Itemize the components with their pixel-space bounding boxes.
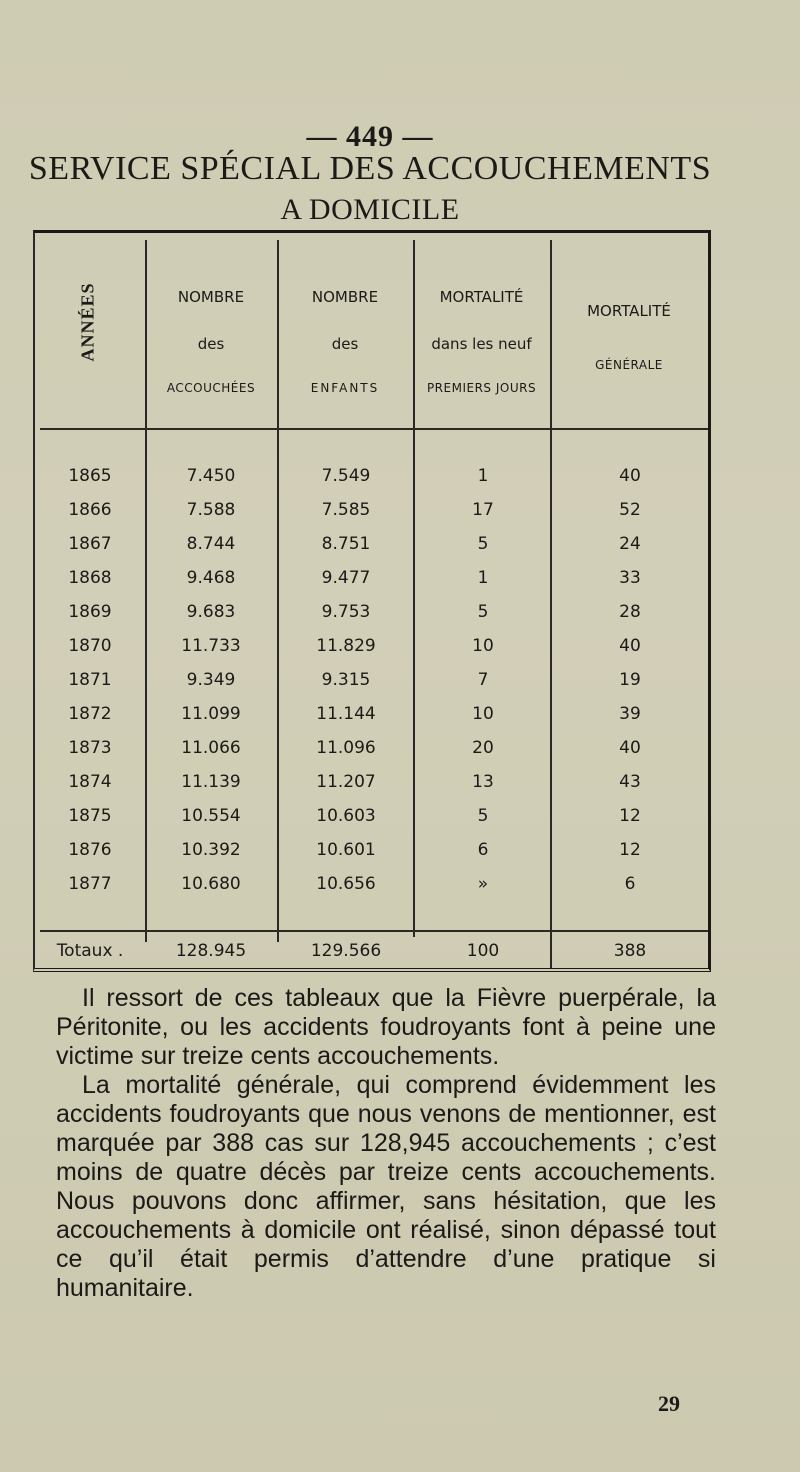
- header-mortalite-neuf-jours: [413, 290, 550, 394]
- cell-enfants: 7.585: [321, 500, 371, 520]
- header-annees-label: ANNÉES: [77, 282, 98, 362]
- totals-label: Totaux .: [56, 941, 124, 961]
- header-mortalite-generale: [550, 304, 708, 371]
- cell-year: 1869: [68, 602, 112, 622]
- header-mortg-line1: MORTALITÉ: [587, 302, 671, 320]
- header-mort9-line1: MORTALITÉ: [439, 288, 524, 306]
- cell-mortalite-neuf-jours: 13: [472, 772, 494, 792]
- cell-year: 1875: [68, 806, 112, 826]
- table-row: [35, 466, 711, 500]
- cell-accouchees: 11.139: [181, 772, 241, 792]
- header-enfants-line3: ENFANTS: [310, 381, 380, 395]
- table-row: [35, 806, 711, 840]
- header-accouchees: [145, 290, 277, 394]
- cell-enfants: 7.549: [321, 466, 371, 486]
- cell-year: 1868: [68, 568, 112, 588]
- table-row: [35, 670, 711, 704]
- cell-enfants: 8.751: [321, 534, 371, 554]
- header-annees: [58, 272, 118, 372]
- body-text: [56, 984, 716, 1303]
- paragraph-2: La mortalité générale, qui comprend évidemment les accidents foudroyants que nous venons de mentionner, est marquée par 388 cas sur 128,945 accouchements ; c’est moins de quatre décès par treize cents accouchements. Nous pouvons donc affirmer, sans hésitation, que les accouchements à domicile ont réalisé, sinon dépassé tout ce qu’il était permis d’attendre d’une pratique si humanitaire.: [56, 1071, 716, 1302]
- cell-accouchees: 7.588: [186, 500, 236, 520]
- cell-mortalite-neuf-jours: 5: [477, 602, 489, 622]
- cell-year: 1877: [68, 874, 112, 894]
- cell-mortalite-neuf-jours: 17: [472, 500, 494, 520]
- page-subtitle: A DOMICILE: [280, 193, 460, 226]
- cell-accouchees: 11.733: [181, 636, 241, 656]
- cell-enfants: 10.656: [316, 874, 376, 894]
- cell-accouchees: 10.554: [181, 806, 241, 826]
- totals-enfants: 129.566: [310, 941, 382, 961]
- cell-mortalite-generale: 39: [619, 704, 641, 724]
- cell-enfants: 11.829: [316, 636, 376, 656]
- cell-accouchees: 11.066: [181, 738, 241, 758]
- cell-mortalite-generale: 12: [619, 840, 641, 860]
- cell-accouchees: 11.099: [181, 704, 241, 724]
- cell-accouchees: 9.683: [186, 602, 236, 622]
- table-row: [35, 602, 711, 636]
- table-body: [35, 466, 711, 908]
- page-title: SERVICE SPÉCIAL DES ACCOUCHEMENTS: [28, 150, 712, 187]
- cell-enfants: 9.315: [321, 670, 371, 690]
- header-mortg-line2: GÉNÉRALE: [595, 358, 663, 372]
- cell-mortalite-generale: 33: [619, 568, 641, 588]
- cell-mortalite-neuf-jours: 5: [477, 534, 489, 554]
- cell-accouchees: 10.680: [181, 874, 241, 894]
- signature-mark: 29: [658, 1391, 680, 1416]
- cell-mortalite-generale: 28: [619, 602, 641, 622]
- cell-mortalite-neuf-jours: 20: [472, 738, 494, 758]
- cell-mortalite-neuf-jours: 6: [477, 840, 489, 860]
- cell-mortalite-generale: 52: [619, 500, 641, 520]
- totals-mortalite-neuf-jours: 100: [466, 941, 500, 961]
- table-row: [35, 500, 711, 534]
- cell-mortalite-generale: 40: [619, 636, 641, 656]
- cell-year: 1872: [68, 704, 112, 724]
- cell-mortalite-generale: 40: [619, 738, 641, 758]
- header-accouchees-line3: ACCOUCHÉES: [166, 381, 256, 395]
- paragraph-1: Il ressort de ces tableaux que la Fièvre puerpérale, la Péritonite, ou les accidents foudroyants font à peine une victime sur treize cents accouchements.: [56, 984, 716, 1070]
- cell-enfants: 9.753: [321, 602, 371, 622]
- cell-year: 1870: [68, 636, 112, 656]
- totals-row: [35, 941, 711, 971]
- cell-mortalite-neuf-jours: 10: [472, 636, 494, 656]
- header-separator: [40, 428, 708, 430]
- cell-accouchees: 9.349: [186, 670, 236, 690]
- cell-year: 1876: [68, 840, 112, 860]
- header-mort9-line2: dans les neuf: [431, 335, 532, 353]
- cell-mortalite-generale: 40: [619, 466, 641, 486]
- table-row: [35, 568, 711, 602]
- cell-mortalite-neuf-jours: »: [477, 874, 489, 894]
- cell-mortalite-neuf-jours: 5: [477, 806, 489, 826]
- table-row: [35, 840, 711, 874]
- cell-enfants: 10.601: [316, 840, 376, 860]
- cell-year: 1874: [68, 772, 112, 792]
- table-row: [35, 772, 711, 806]
- cell-enfants: 11.144: [316, 704, 376, 724]
- cell-mortalite-neuf-jours: 1: [477, 466, 489, 486]
- totals-separator: [40, 930, 708, 932]
- cell-year: 1865: [68, 466, 112, 486]
- cell-mortalite-generale: 24: [619, 534, 641, 554]
- cell-enfants: 10.603: [316, 806, 376, 826]
- header-enfants: [277, 290, 413, 394]
- header-accouchees-line2: des: [197, 335, 225, 353]
- header-mort9-line3: PREMIERS JOURS: [426, 381, 537, 395]
- totals-mortalite-generale: 388: [613, 941, 647, 961]
- header-enfants-line2: des: [331, 335, 359, 353]
- cell-mortalite-neuf-jours: 7: [477, 670, 489, 690]
- cell-accouchees: 7.450: [186, 466, 236, 486]
- table-row: [35, 534, 711, 568]
- table-row: [35, 704, 711, 738]
- table-row: [35, 738, 711, 772]
- cell-mortalite-neuf-jours: 1: [477, 568, 489, 588]
- header-accouchees-line1: NOMBRE: [177, 288, 245, 306]
- cell-year: 1867: [68, 534, 112, 554]
- header-enfants-line1: NOMBRE: [311, 288, 379, 306]
- page-number: — 449 —: [306, 120, 434, 153]
- cell-accouchees: 9.468: [186, 568, 236, 588]
- cell-mortalite-generale: 43: [619, 772, 641, 792]
- totals-accouchees: 128.945: [175, 941, 247, 961]
- cell-enfants: 11.096: [316, 738, 376, 758]
- cell-year: 1873: [68, 738, 112, 758]
- cell-accouchees: 10.392: [181, 840, 241, 860]
- cell-mortalite-generale: 19: [619, 670, 641, 690]
- cell-mortalite-generale: 6: [624, 874, 636, 894]
- cell-year: 1866: [68, 500, 112, 520]
- cell-accouchees: 8.744: [186, 534, 236, 554]
- cell-enfants: 9.477: [321, 568, 371, 588]
- cell-mortalite-generale: 12: [619, 806, 641, 826]
- table-row: [35, 636, 711, 670]
- cell-mortalite-neuf-jours: 10: [472, 704, 494, 724]
- cell-year: 1871: [68, 670, 112, 690]
- table-row: [35, 874, 711, 908]
- cell-enfants: 11.207: [316, 772, 376, 792]
